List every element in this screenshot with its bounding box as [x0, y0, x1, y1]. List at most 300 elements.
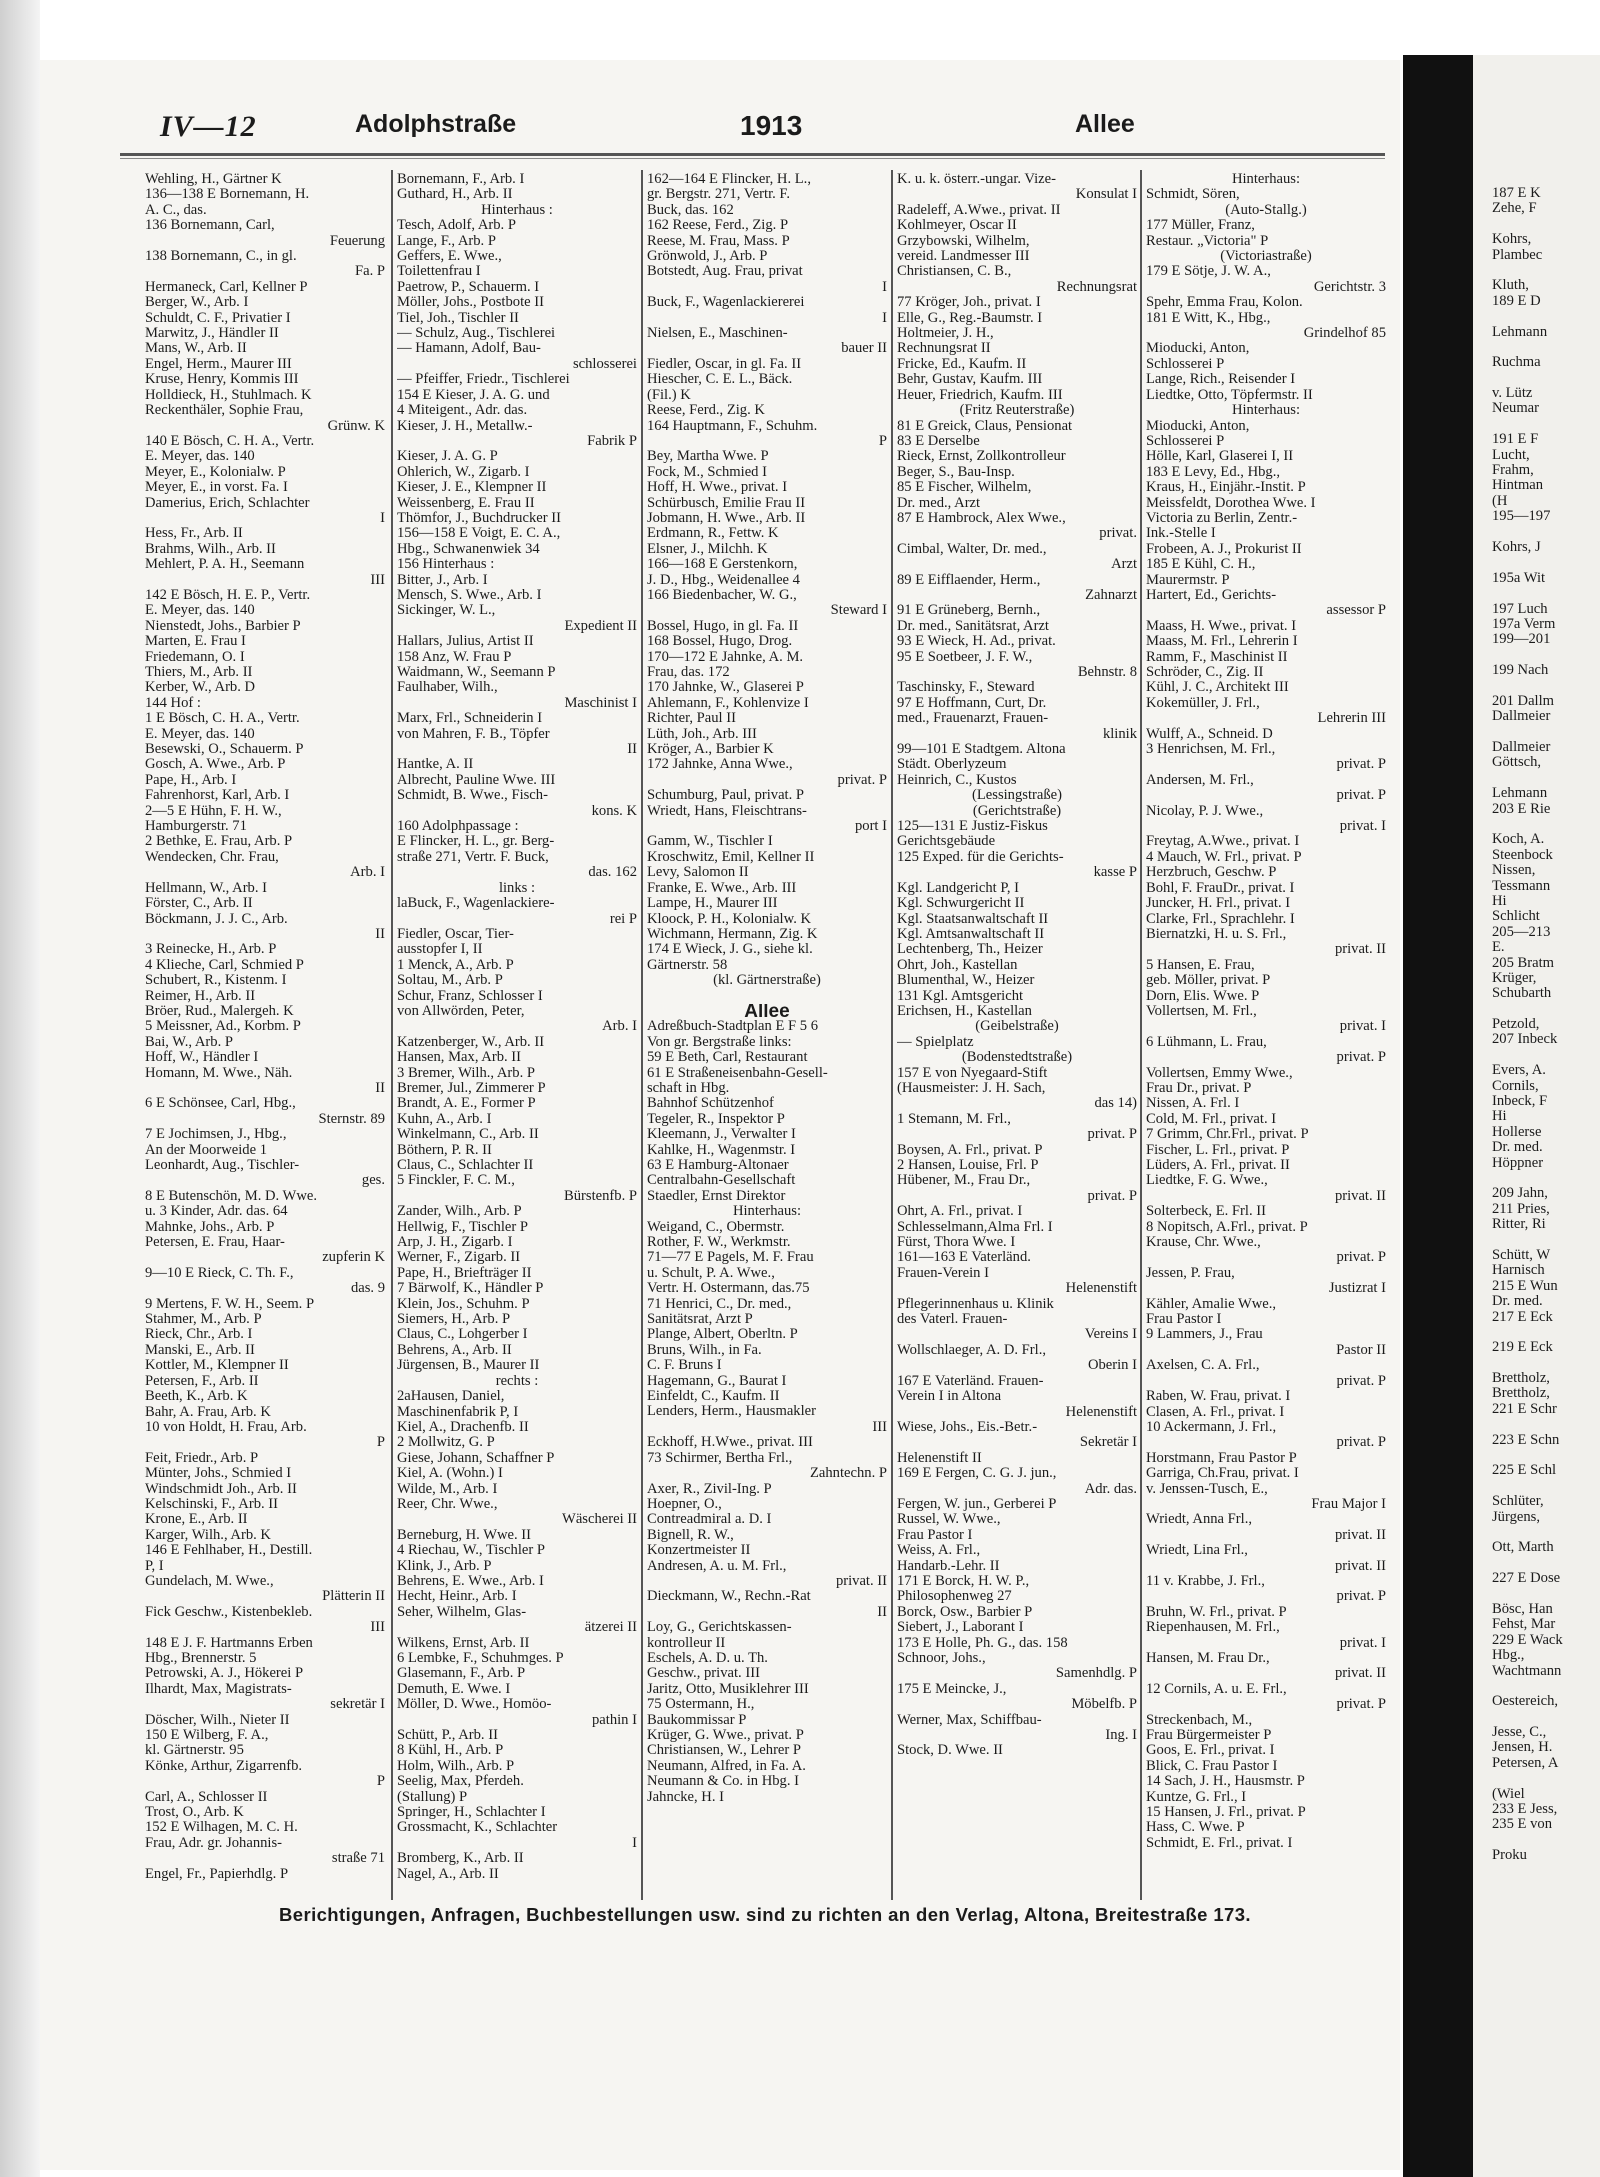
- fragment-line: [1492, 1525, 1600, 1540]
- directory-entry-line: Rieck, Chr., Arb. I: [145, 1327, 253, 1343]
- directory-entry-line: Tiel, Joh., Tischler II: [397, 310, 519, 326]
- directory-entry-line: privat. I: [1339, 1635, 1386, 1651]
- directory-entry-line: Bossel, Hugo, in gl. Fa. II: [647, 618, 799, 634]
- directory-entry-line: Baukommissar P: [647, 1712, 747, 1728]
- directory-entry-line: Kieser, J. A. G. P: [397, 449, 498, 465]
- directory-entry-line: Schnoor, Johs.,: [897, 1651, 986, 1666]
- directory-entry-line: Boysen, A. Frl., privat. P: [897, 1142, 1043, 1158]
- directory-entry-line: II: [375, 926, 385, 942]
- directory-entry-line: Bitter, J., Arb. I: [397, 572, 488, 588]
- directory-entry-line: 174 E Wieck, J. G., siehe kl.: [647, 942, 813, 958]
- directory-entry-line: 138 Bornemann, C., in gl.: [145, 249, 297, 265]
- directory-entry-line: Kruse, Henry, Kommis III: [145, 372, 299, 388]
- directory-entry-line: Bornemann, F., Arb. I: [397, 172, 525, 187]
- directory-entry-line: 166 Biedenbacher, W. G.,: [647, 587, 797, 603]
- directory-entry-line: P: [878, 433, 887, 449]
- directory-entry-line: 3 Henrichsen, M. Frl.,: [1146, 742, 1276, 758]
- directory-entry-line: Guthard, H., Arb. II: [397, 187, 513, 203]
- fragment-line: 235 E von: [1492, 1816, 1552, 1833]
- directory-entry-line: 136 Bornemann, Carl,: [145, 218, 275, 234]
- directory-entry-line: Hinterhaus:: [1231, 172, 1301, 187]
- fragment-line: Tessmann: [1492, 877, 1551, 894]
- directory-entry-line: Taschinsky, F., Steward: [897, 680, 1035, 696]
- directory-entry-line: gr. Bergstr. 271, Vertr. F.: [647, 187, 791, 203]
- directory-entry-line: III: [872, 1419, 887, 1435]
- directory-entry-line: Feuerung: [329, 233, 385, 249]
- directory-entry-line: P: [376, 1774, 385, 1790]
- directory-entry-line: — Hamann, Adolf, Bau-: [397, 341, 541, 357]
- directory-entry-line: Allee: [744, 1003, 790, 1020]
- directory-entry-line: 172 Jahnke, Anna Wwe.,: [647, 757, 793, 773]
- directory-entry-line: (Geibelstraße): [975, 1019, 1059, 1035]
- fragment-line: 227 E Dose: [1492, 1570, 1561, 1587]
- fragment-line: 233 E Jess,: [1492, 1801, 1558, 1818]
- fragment-line: Wachtmann: [1492, 1662, 1562, 1679]
- directory-entry-line: Reimer, H., Arb. II: [145, 988, 256, 1004]
- directory-entry-line: Contreadmiral a. D. I: [647, 1512, 772, 1528]
- directory-entry-line: Erichsen, H., Kastellan: [897, 1003, 1032, 1019]
- directory-entry-line: privat. P: [1336, 1589, 1386, 1605]
- directory-entry-line: Jaritz, Otto, Musiklehrer III: [647, 1681, 809, 1697]
- directory-entry-line: 59 E Beth, Carl, Restaurant: [647, 1050, 808, 1066]
- fragment-line: Kluth,: [1492, 277, 1529, 294]
- directory-entry-line: Bai, W., Arb. P: [145, 1034, 233, 1050]
- fragment-line: [1492, 817, 1600, 832]
- directory-entry-line: 170 Jahnke, W., Glaserei P: [647, 680, 804, 696]
- directory-entry-line: Mioducki, Anton,: [1146, 341, 1250, 357]
- directory-entry-line: Gerichtstr. 3: [1313, 279, 1386, 295]
- directory-entry-line: 91 E Grüneberg, Bernh.,: [897, 603, 1041, 619]
- fragment-line: [1492, 1556, 1600, 1571]
- directory-entry-line: 9 Lammers, J., Frau: [1146, 1327, 1263, 1343]
- directory-entry-line: privat. P: [1336, 1435, 1386, 1451]
- directory-entry-line: 2 Hansen, Louise, Frl. P: [897, 1158, 1039, 1173]
- fragment-line: 195a Wit: [1492, 569, 1546, 586]
- directory-entry-line: Hess, Fr., Arb. II: [145, 526, 243, 542]
- directory-entry-line: Mans, W., Arb. II: [145, 341, 247, 357]
- directory-entry-line: schlosserei: [572, 356, 637, 372]
- fragment-line: Petzold,: [1492, 1016, 1540, 1033]
- fragment-line: Schlicht: [1492, 908, 1540, 925]
- directory-entry-line: 183 E Levy, Ed., Hbg.,: [1146, 464, 1281, 480]
- fragment-line: 197a Verm: [1492, 615, 1556, 632]
- directory-entry-line: 154 E Kieser, J. A. G. und: [397, 387, 550, 403]
- directory-entry-line: Kloock, P. H., Kolonialw. K: [647, 911, 812, 927]
- directory-entry-line: Bröer, Rud., Malergeh. K: [145, 1003, 294, 1019]
- directory-entry-line: Frau, Adr. gr. Johannis-: [145, 1835, 283, 1851]
- directory-entry-line: kasse P: [1093, 865, 1137, 881]
- directory-entry-line: Carl, A., Schlosser II: [145, 1789, 268, 1805]
- fragment-line: Hintman: [1492, 477, 1544, 494]
- directory-entry-line: Pape, H., Arb. I: [145, 772, 237, 788]
- directory-entry-line: 179 E Sötje, J. W. A.,: [1146, 264, 1271, 280]
- directory-entry-line: 164 Hauptmann, F., Schuhm.: [647, 418, 818, 434]
- directory-entry-line: Kuhn, A., Arb. I: [397, 1111, 492, 1127]
- directory-entry-line: 161—163 E Vaterländ.: [897, 1250, 1031, 1266]
- directory-entry-line: Riepenhausen, M. Frl.,: [1146, 1620, 1280, 1636]
- directory-entry-line: E. Meyer, das. 140: [145, 603, 255, 619]
- directory-entry-line: — Spielplatz: [897, 1034, 974, 1050]
- fragment-line: Schubarth: [1492, 985, 1552, 1002]
- directory-entry-line: Werner, F., Zigarb. II: [397, 1250, 521, 1266]
- directory-entry-line: privat. P: [837, 772, 887, 788]
- directory-entry-line: Faulhaber, Wilh.,: [397, 680, 498, 696]
- directory-entry-line: Kohlmeyer, Oscar II: [897, 218, 1017, 234]
- fragment-line: Petersen, A: [1492, 1754, 1559, 1771]
- directory-entry-line: Raben, W. Frau, privat. I: [1146, 1389, 1291, 1405]
- directory-entry-line: Bürstenfb. P: [564, 1188, 637, 1204]
- directory-entry-line: Vertr. H. Ostermann, das.75: [647, 1281, 810, 1297]
- directory-entry-line: Claus, C., Schlachter II: [397, 1158, 534, 1173]
- fragment-line: 223 E Schn: [1492, 1431, 1560, 1448]
- directory-entry-line: Karger, Wilh., Arb. K: [145, 1527, 271, 1543]
- directory-entry-line: Biernatzki, H. u. S. Frl.,: [1146, 926, 1287, 942]
- directory-entry-line: med., Frauenarzt, Frauen-: [897, 711, 1049, 727]
- directory-entry-line: Verein I in Altona: [897, 1389, 1002, 1405]
- directory-entry-line: III: [370, 1620, 385, 1636]
- directory-entry-line: geb. Möller, privat. P: [1146, 973, 1271, 989]
- directory-entry-line: Hoff, H. Wwe., privat. I: [647, 480, 788, 496]
- directory-entry-line: (Lessingstraße): [972, 788, 1062, 804]
- fragment-line: [1492, 771, 1600, 786]
- directory-entry-line: Könke, Arthur, Zigarrenfb.: [145, 1758, 303, 1774]
- directory-entry-line: Behrens, E. Wwe., Arb. I: [397, 1573, 544, 1589]
- directory-entry-line: Klein, Jos., Schuhm. P: [397, 1296, 530, 1312]
- directory-entry-line: E. Meyer, das. 140: [145, 726, 255, 742]
- directory-entry-line: I: [380, 510, 385, 526]
- fragment-line: Inbeck, F: [1492, 1093, 1548, 1110]
- directory-entry-line: Claus, C., Lohgerber I: [397, 1327, 528, 1343]
- fragment-line: Brettholz,: [1492, 1385, 1550, 1402]
- directory-entry-line: Krüger, G. Wwe., privat. P: [647, 1728, 804, 1744]
- directory-entry-line: 144 Hof :: [145, 695, 201, 711]
- directory-entry-line: Neumann & Co. in Hbg. I: [647, 1774, 800, 1790]
- directory-entry-line: Fabrik P: [587, 433, 637, 449]
- directory-entry-line: Weissenberg, E. Frau II: [397, 495, 535, 511]
- directory-entry-line: Jobmann, H. Wwe., Arb. II: [647, 510, 806, 526]
- directory-entry-line: privat. P: [1336, 1697, 1386, 1713]
- directory-entry-line: ausstopfer I, II: [397, 942, 483, 958]
- fragment-line: (H: [1492, 492, 1508, 509]
- directory-entry-line: K. u. k. österr.-ungar. Vize-: [897, 172, 1056, 187]
- directory-entry-line: (Victoriastraße): [1220, 249, 1312, 265]
- directory-entry-line: Ohrt, Joh., Kastellan: [897, 957, 1018, 973]
- directory-entry-line: 7 Grimm, Chr.Frl., privat. P: [1146, 1127, 1309, 1143]
- directory-entry-line: rechts :: [495, 1373, 539, 1389]
- fragment-line: Hi: [1492, 892, 1507, 909]
- directory-entry-line: Schmidt, B. Wwe., Fisch-: [397, 788, 548, 804]
- directory-entry-line: privat. P: [1336, 1373, 1386, 1389]
- directory-entry-line: 83 E Derselbe: [897, 433, 980, 449]
- directory-entry-line: Maass, H. Wwe., privat. I: [1146, 618, 1297, 634]
- directory-entry-line: Wollschlaeger, A. D. Frl.,: [897, 1342, 1047, 1358]
- directory-entry-line: 175 E Meincke, J.,: [897, 1681, 1007, 1697]
- directory-entry-line: 157 E von Nyegaard-Stift: [897, 1065, 1048, 1081]
- directory-entry-line: Andersen, M. Frl.,: [1146, 772, 1254, 788]
- directory-entry-line: Horstmann, Frau Pastor P: [1146, 1450, 1297, 1466]
- fragment-line: (Wiel: [1492, 1785, 1525, 1802]
- directory-entry-line: Kahlke, H., Wagenmstr. I: [647, 1142, 796, 1158]
- directory-entry-line: Hinterhaus:: [1231, 403, 1301, 419]
- directory-entry-line: Schlosserei P: [1146, 356, 1225, 372]
- directory-entry-line: P: [376, 1435, 385, 1451]
- directory-entry-line: Tesch, Adolf, Arb. P: [397, 218, 516, 234]
- directory-entry-line: 6 E Schönsee, Carl, Hbg.,: [145, 1096, 296, 1112]
- directory-entry-line: Fischer, L. Frl., privat. P: [1146, 1142, 1290, 1158]
- directory-entry-line: Mensch, S. Wwe., Arb. I: [397, 587, 542, 603]
- directory-entry-line: Förster, C., Arb. II: [145, 896, 253, 912]
- directory-entry-line: privat. II: [1334, 1666, 1386, 1682]
- directory-entry-line: Fiedler, Oscar, Tier-: [397, 926, 514, 942]
- directory-entry-line: Franke, E. Wwe., Arb. III: [647, 880, 797, 896]
- directory-entry-line: A. C., das.: [145, 202, 207, 218]
- fragment-line: Ruchma: [1492, 354, 1541, 371]
- directory-entry-line: Bruhn, W. Frl., privat. P: [1146, 1604, 1287, 1620]
- directory-entry-line: 5 Finckler, F. C. M.,: [397, 1173, 515, 1189]
- directory-entry-line: Fürst, Thora Wwe. I: [897, 1235, 1016, 1251]
- directory-entry-line: 1 Stemann, M. Frl.,: [897, 1111, 1011, 1127]
- directory-entry-line: 177 Müller, Franz,: [1146, 218, 1255, 234]
- directory-entry-line: Thiers, M., Arb. II: [145, 665, 253, 680]
- fragment-line: [1492, 1448, 1600, 1463]
- directory-entry-line: 2aHausen, Daniel,: [397, 1389, 505, 1405]
- directory-entry-line: 185 E Kühl, C. H.,: [1146, 557, 1256, 573]
- directory-entry-line: Petrowski, A. J., Hökerei P: [145, 1666, 304, 1682]
- directory-entry-line: 167 E Vaterländ. Frauen-: [897, 1373, 1044, 1389]
- directory-entry-line: Engel, Fr., Papierhdlg. P: [145, 1866, 289, 1882]
- directory-entry-line: Feit, Friedr., Arb. P: [145, 1450, 259, 1466]
- directory-entry-line: Jürgensen, B., Maurer II: [397, 1358, 540, 1374]
- directory-entry-line: Marwitz, J., Händler II: [145, 326, 279, 342]
- fragment-line: 191 E F: [1492, 431, 1539, 448]
- directory-entry-line: Hass, C. Wwe. P: [1146, 1820, 1245, 1836]
- directory-entry-line: Borck, Osw., Barbier P: [897, 1604, 1033, 1620]
- directory-entry-line: straße 71: [331, 1851, 385, 1867]
- fragment-line: Plambec: [1492, 246, 1543, 263]
- fragment-line: Evers, A.: [1492, 1062, 1546, 1079]
- directory-entry-line: Gerichtsgebäude: [897, 834, 996, 850]
- directory-entry-line: Kgl. Amtsanwaltschaft II: [897, 926, 1045, 942]
- directory-entry-line: Schumburg, Paul, privat. P: [647, 788, 805, 804]
- directory-entry-line: 95 E Soetbeer, J. F. W.,: [897, 649, 1033, 665]
- directory-entry-line: 71—77 E Pagels, M. F. Frau: [647, 1250, 814, 1266]
- directory-entry-line: Grünw. K: [327, 418, 385, 434]
- fragment-line: [1492, 1417, 1600, 1432]
- book-spine: [1403, 55, 1473, 2177]
- directory-entry-line: Weigand, C., Obermstr.: [647, 1219, 785, 1235]
- directory-entry-line: Krone, E., Arb. II: [145, 1512, 248, 1528]
- directory-entry-line: 14 Sach, J. H., Hausmstr. P: [1146, 1774, 1305, 1790]
- directory-entry-line: Plange, Albert, Oberltn. P: [647, 1327, 798, 1343]
- directory-entry-line: privat. II: [835, 1573, 887, 1589]
- directory-entry-line: Adreßbuch-Stadtplan E F 5 6: [647, 1019, 819, 1035]
- directory-entry-line: Elsner, J., Milchh. K: [647, 541, 768, 557]
- fragment-line: [1492, 1833, 1600, 1848]
- directory-entry-line: privat. I: [1339, 1019, 1386, 1035]
- directory-entry-line: 10 von Holdt, H. Frau, Arb.: [145, 1419, 307, 1435]
- directory-entry-line: Adr. das.: [1084, 1481, 1137, 1497]
- directory-entry-line: Toilettenfrau I: [397, 264, 481, 280]
- directory-entry-line: Springer, H., Schlachter I: [397, 1805, 546, 1821]
- directory-entry-line: Eckhoff, H.Wwe., privat. III: [647, 1435, 813, 1451]
- directory-entry-line: Pflegerinnenhaus u. Klinik: [897, 1296, 1054, 1312]
- directory-entry-line: Trost, O., Arb. K: [145, 1805, 244, 1821]
- fragment-line: [1492, 1233, 1600, 1248]
- directory-entry-line: 170—172 E Jahnke, A. M.: [647, 649, 804, 665]
- directory-entry-line: Bromberg, K., Arb. II: [397, 1851, 524, 1867]
- fragment-line: Ritter, Ri: [1492, 1216, 1546, 1233]
- directory-entry-line: Lange, F., Arb. P: [397, 233, 496, 249]
- directory-entry-line: Hamburgerstr. 71: [145, 819, 247, 835]
- directory-entry-line: Münter, Johs., Schmied I: [145, 1466, 292, 1482]
- fragment-line: Hbg.,: [1492, 1647, 1525, 1664]
- directory-entry-line: 3 Bremer, Wilh., Arb. P: [397, 1065, 535, 1081]
- fragment-line: [1492, 1710, 1600, 1725]
- directory-entry-line: Hecht, Heinr., Arb. I: [397, 1589, 517, 1605]
- directory-entry-line: (Stallung) P: [397, 1789, 468, 1805]
- directory-entry-line: Christiansen, W., Lehrer P: [647, 1743, 802, 1759]
- header-left-street: Adolphstraße: [355, 110, 517, 138]
- directory-entry-line: schaft in Hbg.: [647, 1080, 730, 1096]
- directory-entry-line: I: [882, 279, 887, 295]
- fragment-line: Frahm,: [1492, 462, 1534, 479]
- directory-entry-line: 93 E Wieck, H. Ad., privat.: [897, 634, 1056, 650]
- directory-entry-line: Besewski, O., Schauerm. P: [145, 742, 304, 758]
- directory-entry-line: Gosch, A. Wwe., Arb. P: [145, 757, 286, 773]
- directory-entry-line: Vollertsen, Emmy Wwe.,: [1146, 1065, 1293, 1081]
- directory-entry-line: privat. P: [1087, 1127, 1137, 1143]
- fragment-line: Göttsch,: [1492, 754, 1542, 771]
- directory-entry-line: Wriedt, Anna Frl.,: [1146, 1512, 1253, 1528]
- directory-entry-line: Kroschwitz, Emil, Kellner II: [647, 849, 815, 865]
- directory-entry-line: Jahncke, H. I: [647, 1789, 724, 1805]
- directory-entry-line: Frau Pastor I: [1146, 1312, 1222, 1328]
- fragment-line: E.: [1492, 939, 1505, 956]
- fragment-line: Bösc, Han: [1492, 1600, 1553, 1617]
- directory-entry-line: privat. II: [1334, 942, 1386, 958]
- directory-entry-line: Nienstedt, Johs., Barbier P: [145, 618, 301, 634]
- directory-entry-line: Grönwold, J., Arb. P: [647, 249, 768, 265]
- directory-entry-line: Handarb.-Lehr. II: [897, 1558, 1000, 1574]
- directory-entry-line: port I: [854, 819, 887, 835]
- fragment-line: Steenbock: [1492, 846, 1553, 863]
- fragment-line: Dr. med.: [1492, 1293, 1543, 1310]
- left-page-gutter: [0, 0, 40, 2177]
- column-divider: [891, 170, 893, 1900]
- fragment-line: [1492, 1587, 1600, 1602]
- directory-entry-line: Stahmer, M., Arb. P: [145, 1312, 262, 1328]
- directory-column-2: [397, 172, 637, 1892]
- directory-entry-line: Siemers, H., Arb. P: [397, 1312, 511, 1328]
- directory-entry-line: 77 Kröger, Joh., privat. I: [897, 295, 1041, 311]
- directory-entry-line: Bahnhof Schützenhof: [647, 1096, 774, 1112]
- directory-entry-line: 87 E Hambrock, Alex Wwe.,: [897, 510, 1066, 526]
- directory-entry-line: rei P: [609, 911, 637, 927]
- directory-entry-line: kontrolleur II: [647, 1635, 726, 1651]
- directory-entry-line: Hoepner, O.,: [647, 1496, 722, 1512]
- directory-entry-line: 5 Meissner, Ad., Korbm. P: [145, 1019, 301, 1035]
- fragment-line: [1492, 679, 1600, 694]
- directory-entry-line: Centralbahn-Gesellschaft: [647, 1173, 796, 1189]
- fragment-line: 215 E Wun: [1492, 1277, 1558, 1294]
- directory-entry-line: Sickinger, W. L.,: [397, 603, 496, 619]
- directory-entry-line: Kgl. Schwurgericht II: [897, 896, 1025, 912]
- directory-entry-line: Herzbruch, Geschw. P: [1146, 865, 1277, 881]
- fragment-line: Schlüter,: [1492, 1493, 1544, 1510]
- directory-entry-line: bauer II: [841, 341, 887, 357]
- directory-entry-line: 1 Menck, A., Arb. P: [397, 957, 514, 973]
- directory-entry-line: 171 E Borck, H. W. P.,: [897, 1573, 1030, 1589]
- directory-entry-line: Wichmann, Hermann, Zig. K: [647, 926, 818, 942]
- directory-entry-line: Schlesselmann,Alma Frl. I: [897, 1219, 1053, 1235]
- directory-entry-line: Cimbal, Walter, Dr. med.,: [897, 541, 1047, 557]
- directory-entry-line: Helenenstift II: [897, 1450, 982, 1466]
- directory-entry-line: Siebert, J., Laborant I: [897, 1620, 1024, 1636]
- directory-entry-line: privat. II: [1334, 1188, 1386, 1204]
- fragment-line: [1492, 555, 1600, 570]
- directory-entry-line: Hagemann, G., Baurat I: [647, 1373, 787, 1389]
- directory-entry-line: Demuth, E. Wwe. I: [397, 1681, 511, 1697]
- directory-entry-line: Holtmeier, J. H.,: [897, 326, 994, 342]
- directory-entry-line: Dieckmann, W., Rechn.-Rat: [647, 1589, 811, 1605]
- directory-entry-line: Hbg., Brennerstr. 5: [145, 1651, 257, 1666]
- directory-entry-line: Radeleff, A.Wwe., privat. II: [897, 202, 1061, 218]
- directory-entry-line: Hansen, M. Frau Dr.,: [1146, 1651, 1270, 1666]
- directory-entry-line: Christiansen, C. B.,: [897, 264, 1012, 280]
- header-right-street: Allee: [1075, 110, 1135, 138]
- fragment-line: [1492, 586, 1600, 601]
- header-rule-thin: [120, 158, 1385, 159]
- directory-entry-line: An der Moorweide 1: [145, 1142, 267, 1158]
- directory-entry-line: Fergen, W. jun., Gerberei P: [897, 1496, 1057, 1512]
- directory-entry-line: privat. P: [1336, 757, 1386, 773]
- directory-entry-line: I: [632, 1835, 637, 1851]
- fragment-line: 205 Bratm: [1492, 954, 1555, 971]
- directory-entry-line: Rechnungsrat: [1056, 279, 1137, 295]
- directory-entry-line: 7 Bärwolf, K., Händler P: [397, 1281, 544, 1297]
- fragment-line: 201 Dallm: [1492, 692, 1555, 709]
- directory-entry-line: Nissen, A. Frl. I: [1146, 1096, 1240, 1112]
- directory-entry-line: (Bodenstedtstraße): [961, 1050, 1073, 1066]
- directory-entry-line: pathin I: [592, 1712, 637, 1728]
- directory-entry-line: Einfeldt, C., Kaufm. II: [647, 1389, 780, 1405]
- directory-entry-line: Möller, Johs., Postbote II: [397, 295, 544, 311]
- fragment-line: Zehe, F: [1492, 200, 1537, 217]
- directory-entry-line: Reese, M. Frau, Mass. P: [647, 233, 790, 249]
- directory-entry-line: Städt. Oberlyzeum: [897, 757, 1007, 773]
- directory-entry-line: Meyer, E., in vorst. Fa. I: [145, 480, 288, 496]
- directory-entry-line: Behrens, A., Arb. II: [397, 1342, 512, 1358]
- directory-entry-line: Hallars, Julius, Artist II: [397, 634, 534, 650]
- directory-entry-line: II: [877, 1604, 887, 1620]
- directory-entry-line: 6 Lembke, F., Schuhmges. P: [397, 1651, 564, 1666]
- directory-entry-line: Elle, G., Reg.-Baumstr. I: [897, 310, 1043, 326]
- fragment-line: 197 Luch: [1492, 600, 1548, 617]
- directory-entry-line: Fock, M., Schmied I: [647, 464, 767, 480]
- directory-entry-line: Hübener, M., Frau Dr.,: [897, 1173, 1031, 1189]
- directory-entry-line: Fahrenhorst, Karl, Arb. I: [145, 788, 290, 804]
- directory-entry-line: Ohlerich, W., Zigarb. I: [397, 464, 530, 480]
- directory-entry-line: Nicolay, P. J. Wwe.,: [1146, 803, 1264, 819]
- directory-entry-line: Bremer, Jul., Zimmerer P: [397, 1080, 546, 1096]
- header-rule: [120, 153, 1385, 156]
- directory-entry-line: (Fil.) K: [647, 387, 691, 403]
- directory-entry-line: [647, 989, 887, 1004]
- directory-column-3: [647, 172, 887, 1892]
- directory-entry-line: (kl. Gärtnerstraße): [713, 973, 821, 989]
- directory-entry-line: privat. II: [1334, 1527, 1386, 1543]
- fragment-line: Brettholz,: [1492, 1370, 1550, 1387]
